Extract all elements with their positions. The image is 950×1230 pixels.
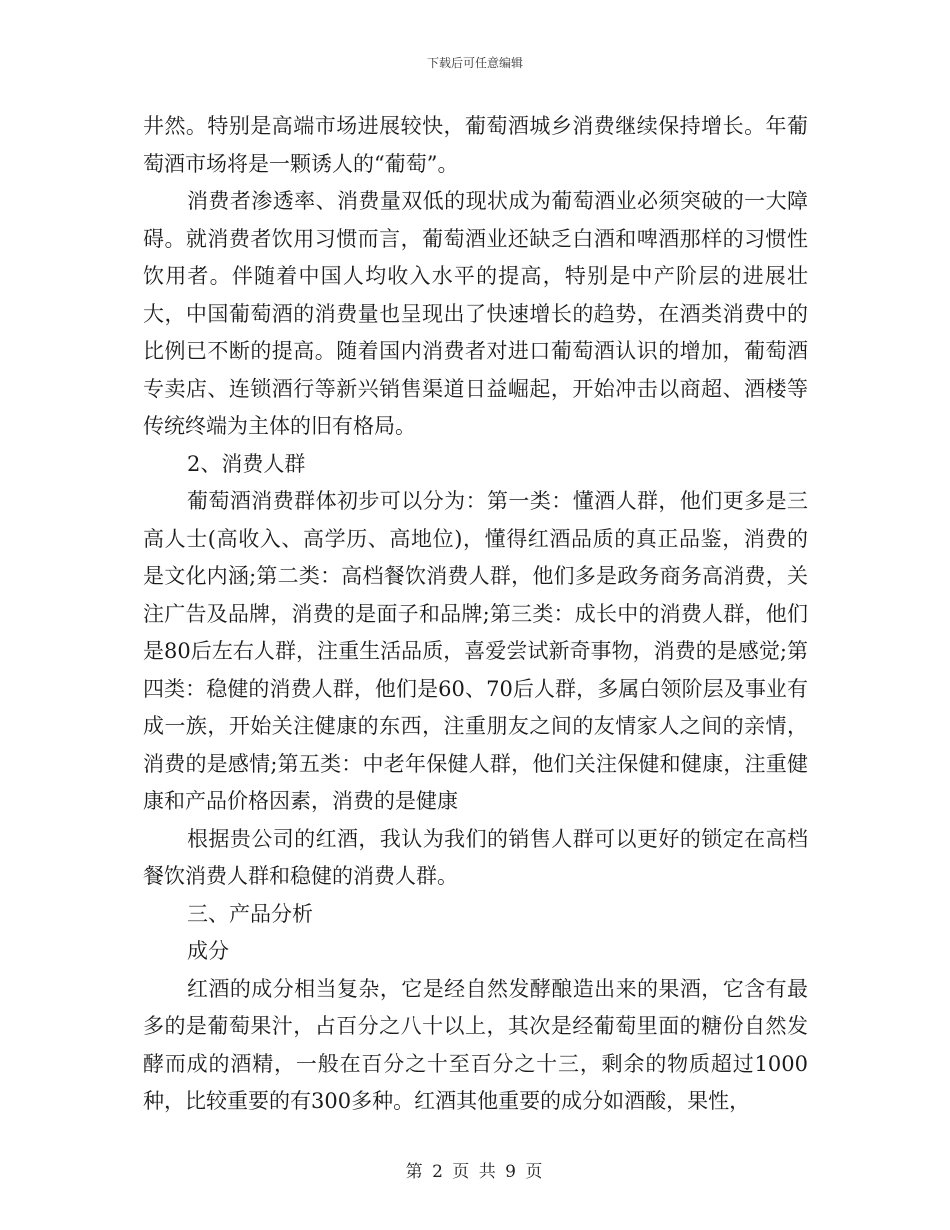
section-heading-product-analysis: 三、产品分析 [187,901,313,926]
paragraph-ingredients: 红酒的成分相当复杂，它是经自然发酵酿造出来的果酒，它含有最多的是葡萄果汁，占百分之八十以上，其次是经葡萄里面的糖份自然发酵而成的酒精，一般在百分之十至百分之十三，剩余的物质超过1000种，比较重要的有300多种。红酒其他重要的成分如酒酸，果性， [143,976,808,1113]
paragraph-consumer-categories: 葡萄酒消费群体初步可以分为：第一类：懂酒人群，他们更多是三高人士(高收入、高学历、高地位)，懂得红酒品质的真正品鉴，消费的是文化内涵;第二类：高档餐饮消费人群，他们多是政务商务高消费，关注广告及品牌，消费的是面子和品牌;第三类：成长中的消费人群，他们是80后左右人群，注重生活品质，喜爱尝试新奇事物，消费的是感觉;第四类：稳健的消费人群，他们是60、70后人群，多属白领阶层及事业有成一族，开始关注健康的东西，注重朋友之间的友情家人之间的亲情，消费的是感情;第五类：中老年保健人群，他们关注保健和健康，注重健康和产品价格因素，消费的是健康 [143,489,808,813]
paragraph-market-intro: 井然。特别是高端市场进展较快，葡萄酒城乡消费继续保持增长。年葡萄酒市场将是一颗诱人的“葡萄”。 [143,114,808,176]
subheading-ingredients: 成分 [187,939,229,963]
paragraph-consumer-penetration: 消费者渗透率、消费量双低的现状成为葡萄酒业必须突破的一大障碍。就消费者饮用习惯而言，葡萄酒业还缺乏白酒和啤酒那样的习惯性饮用者。伴随着中国人均收入水平的提高，特别是中产阶层的进展壮大，中国葡萄酒的消费量也呈现出了快速增长的趋势，在酒类消费中的比例已不断的提高。随着国内消费者对进口葡萄酒认识的增加，葡萄酒专卖店、连锁酒行等新兴销售渠道日益崛起，开始冲击以商超、酒楼等传统终端为主体的旧有格局。 [143,189,808,438]
paragraph-target-groups: 根据贵公司的红酒，我认为我们的销售人群可以更好的锁定在高档餐饮消费人群和稳健的消费人群。 [143,826,808,888]
section-heading-consumer-groups: 2、消费人群 [187,451,306,476]
page-header: 下载后可任意编辑 [426,56,523,70]
document-body [143,108,808,1121]
page-footer: 第 2 页 共 9 页 [405,1162,545,1182]
